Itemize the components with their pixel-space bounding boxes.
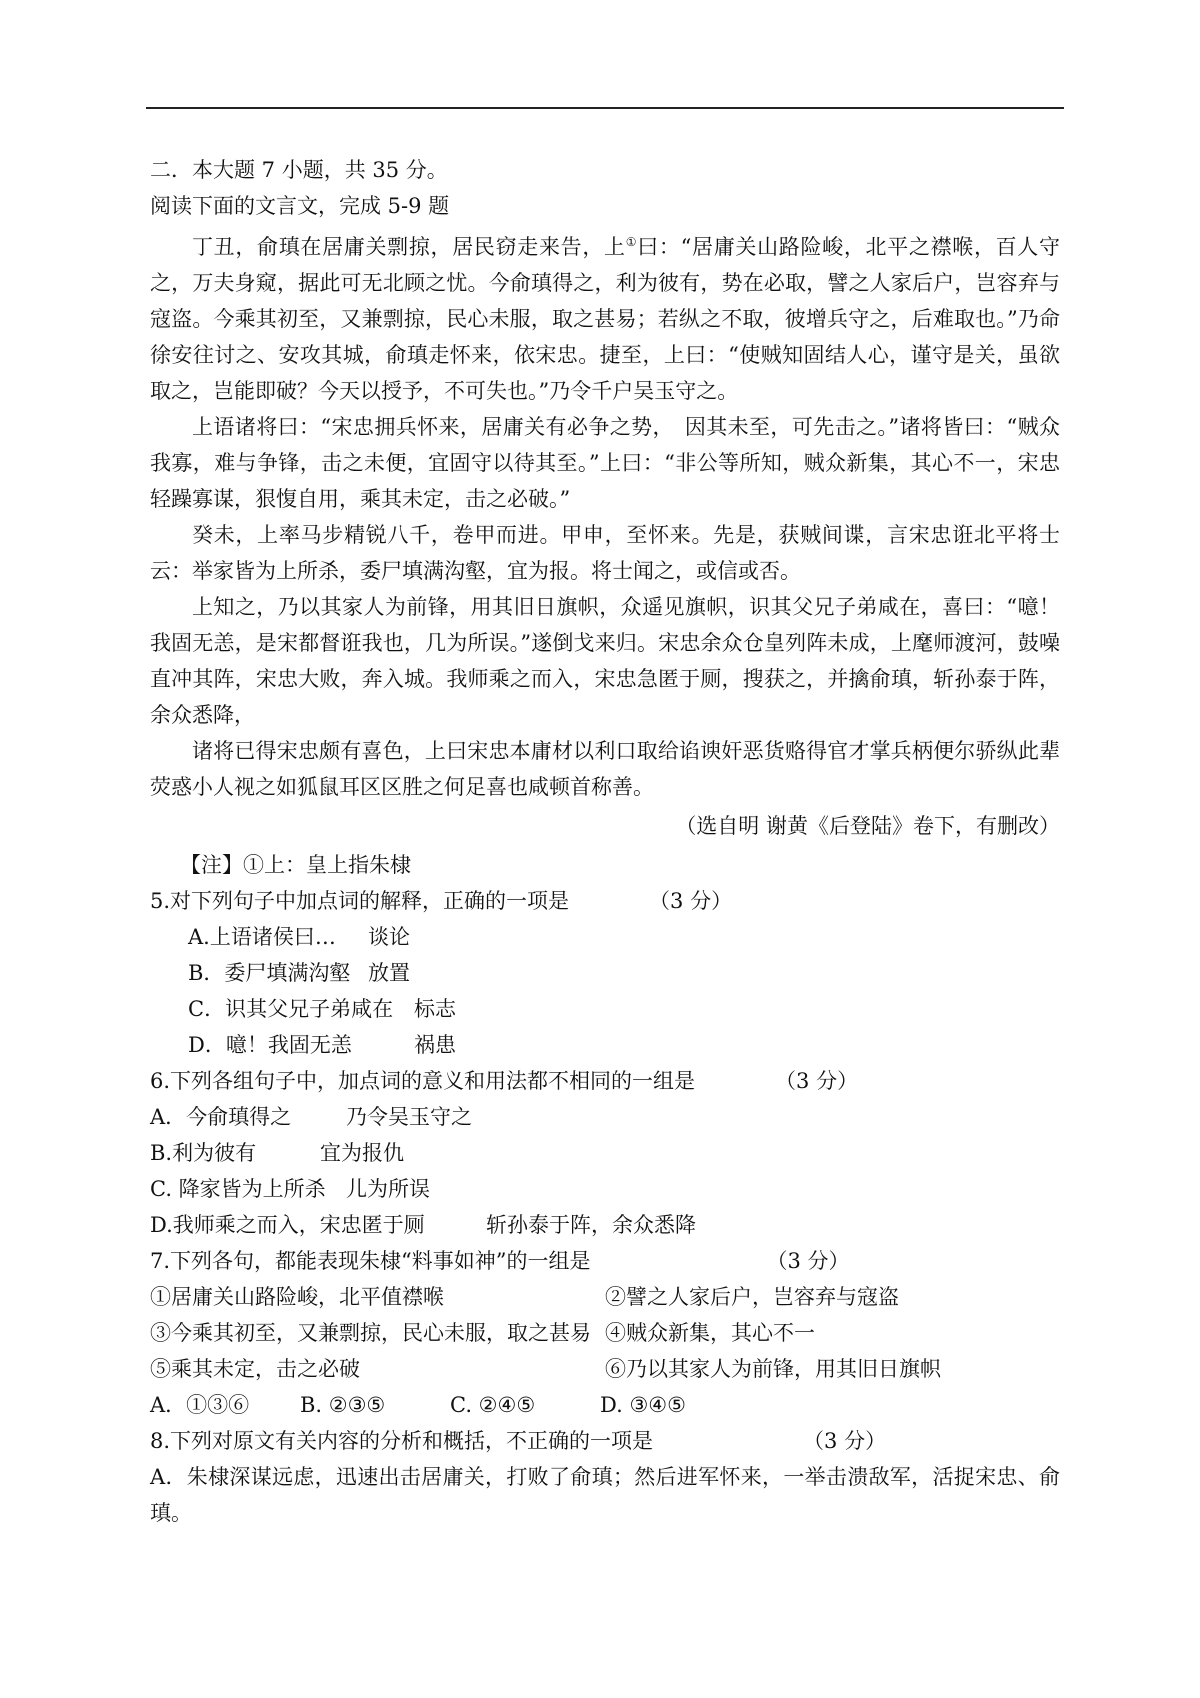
q5-score: （3 分） xyxy=(649,889,733,913)
passage-p1-rest: 曰：“居庸关山路险峻，北平之襟喉，百人守之，万夫身窥，据此可无北顾之忧。今俞瑱得之，利为彼有，势在必取，譬之人家后户，岂容弃与寇盗。今乘其初至，又兼剽掠，民心未服，取之甚易；若纵之不取，彼增兵守之，后难取也。”乃命徐安往讨之、安攻其城，俞瑱走怀来，依宋忠。捷至，上曰：“使贼知固结人心，谨守是关，虽欲取之，岂能即破？今天以授予，不可失也。”乃令千户吴玉守之。 xyxy=(150,235,1060,403)
passage-source: （选自明 谢黄《后登陆》卷下，有删改） xyxy=(675,814,1060,838)
q7-item-5: ⑤乘其未定，击之必破 xyxy=(150,1357,360,1381)
q7-choice-d: D. ③④⑤ xyxy=(600,1393,686,1417)
question-8 xyxy=(150,1423,1060,1459)
q5-option-d: D．噫！我固无恙 祸患 xyxy=(188,1033,456,1057)
document-page xyxy=(150,152,1060,1531)
q8-option-a: A．朱棣深谋远虑，迅速出击居庸关，打败了俞瑱；然后进军怀来，一举击溃敌军，活捉宋忠、俞瑱。 xyxy=(150,1465,1060,1525)
q6-option-a: A．今俞瑱得之 乃令吴玉守之 xyxy=(150,1105,472,1129)
q7-row-2 xyxy=(150,1315,1060,1351)
q7-row-3 xyxy=(150,1351,1060,1387)
q7-stem: 7.下列各句，都能表现朱棣“料事如神”的一组是 xyxy=(150,1249,591,1273)
q7-choices xyxy=(150,1387,1060,1423)
q7-choice-c: C. ②④⑤ xyxy=(450,1393,536,1417)
q6-score: （3 分） xyxy=(775,1069,859,1093)
passage-paragraph-5: 诸将已得宋忠颇有喜色，上曰宋忠本庸材以利口取给谄谀奸恶货赂得官才掌兵柄便尔骄纵此辈荧惑小人视之如狐鼠耳区区胜之何足喜也咸顿首称善。 xyxy=(150,739,1060,799)
q7-item-3: ③今乘其初至，又兼剽掠，民心未服，取之甚易 xyxy=(150,1321,591,1345)
q8-score: （3 分） xyxy=(803,1429,887,1453)
q5-option-b: B．委尸填满沟壑 放置 xyxy=(188,961,410,985)
q5-option-a: A.上语诸侯曰… 谈论 xyxy=(188,925,410,949)
q5-option-c: C．识其父兄子弟咸在 标志 xyxy=(188,997,456,1021)
question-7 xyxy=(150,1243,1060,1279)
passage-paragraph-4: 上知之，乃以其家人为前锋，用其旧日旗帜，众遥见旗帜，识其父兄子弟咸在，喜曰：“噫！我固无恙，是宋都督诳我也，几为所误。”遂倒戈来归。宋忠余众仓皇列阵未成，上麾师渡河，鼓噪直冲其阵，宋忠大败，奔入城。我师乘之而入，宋忠急匿于厕，搜获之，并擒俞瑱，斩孙泰于阵，余众悉降， xyxy=(150,595,1060,727)
q6-stem: 6.下列各组句子中，加点词的意义和用法都不相同的一组是 xyxy=(150,1069,696,1093)
q7-item-2: ②譬之人家后户，岂容弃与寇盗 xyxy=(605,1285,899,1309)
q8-stem: 8.下列对原文有关内容的分析和概括，不正确的一项是 xyxy=(150,1429,654,1453)
instruction: 阅读下面的文言文，完成 5-9 题 xyxy=(150,194,450,218)
passage-paragraph-2: 上语诸将曰：“宋忠拥兵怀来，居庸关有必争之势， 因其未至，可先击之。”诸将皆曰：“贼众我寡，难与争锋，击之未便，宜固守以待其至。”上曰：“非公等所知，贼众新集，其心不一，宋忠轻躁寡谋，狠愎自用，乘其未定，击之必破。” xyxy=(150,415,1060,511)
section-header: 二．本大题 7 小题，共 35 分。 xyxy=(150,158,448,182)
q7-choice-b: B. ②③⑤ xyxy=(300,1393,386,1417)
passage-p1-start: 丁丑，俞瑱在居庸关剽掠，居民窃走来告，上 xyxy=(192,235,626,259)
q6-option-c: C. 降家皆为上所杀 儿为所误 xyxy=(150,1177,430,1201)
q6-option-d: D.我师乘之而入，宋忠匿于厕 斩孙泰于阵，余众悉降 xyxy=(150,1213,696,1237)
footnote: 【注】①上：皇上指朱棣 xyxy=(180,853,411,877)
question-6 xyxy=(150,1063,1060,1099)
q7-score: （3 分） xyxy=(766,1249,850,1273)
header-rule xyxy=(146,107,1064,109)
q7-row-1 xyxy=(150,1279,1060,1315)
q7-item-1: ①居庸关山路险峻，北平值襟喉 xyxy=(150,1285,444,1309)
q7-item-6: ⑥乃以其家人为前锋，用其旧日旗帜 xyxy=(605,1357,941,1381)
q7-item-4: ④贼众新集，其心不一 xyxy=(605,1321,815,1345)
passage-paragraph-1 xyxy=(150,224,1060,409)
question-5 xyxy=(150,883,1060,919)
footnote-marker: ① xyxy=(625,235,638,249)
q5-stem: 5.对下列句子中加点词的解释，正确的一项是 xyxy=(150,889,570,913)
q6-option-b: B.利为彼有 宜为报仇 xyxy=(150,1141,404,1165)
q7-choice-a: A．①③⑥ xyxy=(150,1393,250,1417)
passage-paragraph-3: 癸未，上率马步精锐八千，卷甲而进。甲申，至怀来。先是，获贼间谍，言宋忠诳北平将士云：举家皆为上所杀，委尸填满沟壑，宜为报。将士闻之，或信或否。 xyxy=(150,523,1060,583)
